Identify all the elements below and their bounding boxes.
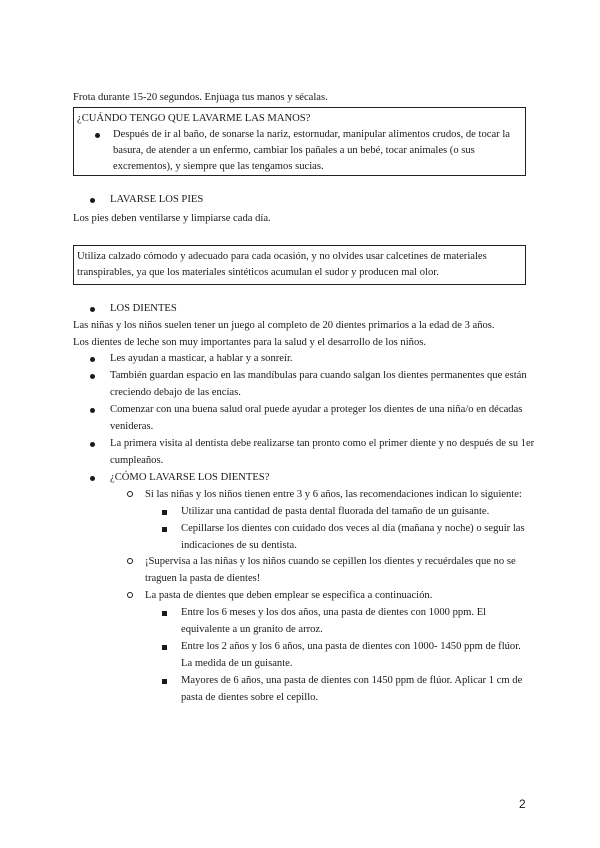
sub-sub-bullet-line: pasta de dientes sobre el cepillo. xyxy=(181,692,319,703)
sub-sub-bullet-line: La medida de un guisante. xyxy=(181,658,293,669)
teeth-bullet-line: La primera visita al dentista debe realizarse tan pronto como el primer diente y no después de su 1er xyxy=(110,438,535,449)
sub-bullet-line: ¡Supervisa a las niñas y los niños cuando se cepillen los dientes y recuérdales que no se xyxy=(145,556,516,567)
bullet-dot-icon xyxy=(90,357,95,362)
bullet-dot-icon xyxy=(90,408,95,413)
teeth-bullet-line: También guardan espacio en las mandíbulas para cuando salgan los dientes permanentes que están xyxy=(110,370,527,381)
bullet-square-icon xyxy=(162,510,167,515)
hands-item-line: excrementos), y siempre que las tengamos sucias. xyxy=(113,161,324,172)
sub-sub-bullet-line: equivalente a un granito de arroz. xyxy=(181,624,323,635)
hands-box-title: ¿CUÁNDO TENGO QUE LAVARME LAS MANOS? xyxy=(77,113,311,124)
sub-sub-bullet-line: Entre los 6 meses y los dos años, una pasta de dientes con 1000 ppm. El xyxy=(181,607,487,618)
sub-bullet-line: traguen la pasta de dientes! xyxy=(145,573,261,584)
bullet-circle-icon xyxy=(127,491,133,497)
how-to-brush-heading: ¿CÓMO LAVARSE LOS DIENTES? xyxy=(110,472,270,483)
hands-item-line: basura, de atender a un enfermo, cambiar los pañales a un bebé, tocar animales (o sus xyxy=(113,145,475,156)
sub-bullet-text: La pasta de dientes que deben emplear se especifica a continuación. xyxy=(145,590,433,601)
bullet-square-icon xyxy=(162,679,167,684)
bullet-dot-icon xyxy=(90,476,95,481)
bullet-circle-icon xyxy=(127,558,133,564)
teeth-bullet-line: Les ayudan a masticar, a hablar y a sonreír. xyxy=(110,353,293,364)
feet-box-line: Utiliza calzado cómodo y adecuado para cada ocasión, y no olvides usar calcetines de materiales xyxy=(77,251,487,262)
bullet-dot-icon xyxy=(90,307,95,312)
bullet-square-icon xyxy=(162,527,167,532)
feet-box-line: transpirables, ya que los materiales sintéticos acumulan el sudor y producen mal olor. xyxy=(77,267,439,278)
bullet-square-icon xyxy=(162,611,167,616)
intro-text: Frota durante 15-20 segundos. Enjuaga tus manos y sécalas. xyxy=(73,92,328,103)
teeth-bullet-line: cumpleaños. xyxy=(110,455,164,466)
bullet-dot-icon xyxy=(90,374,95,379)
bullet-dot-icon xyxy=(95,133,100,138)
teeth-paragraph: Los dientes de leche son muy importantes para la salud y el desarrollo de los niños. xyxy=(73,337,427,348)
bullet-circle-icon xyxy=(127,592,133,598)
feet-heading: LAVARSE LOS PIES xyxy=(110,194,204,205)
bullet-square-icon xyxy=(162,645,167,650)
sub-sub-bullet-line: Mayores de 6 años, una pasta de dientes con 1450 ppm de flúor. Aplicar 1 cm de xyxy=(181,675,523,686)
teeth-paragraph: Las niñas y los niños suelen tener un juego al completo de 20 dientes primarios a la edad de 3 años. xyxy=(73,320,495,331)
teeth-bullet-line: venideras. xyxy=(110,421,154,432)
sub-bullet-text: Si las niñas y los niños tienen entre 3 y 6 años, las recomendaciones indican lo siguiente: xyxy=(145,489,522,500)
teeth-heading: LOS DIENTES xyxy=(110,303,177,314)
sub-sub-bullet-line: Utilizar una cantidad de pasta dental fluorada del tamaño de un guisante. xyxy=(181,506,490,517)
bullet-dot-icon xyxy=(90,442,95,447)
teeth-bullet-line: Comenzar con una buena salud oral puede ayudar a proteger los dientes de una niña/o en décadas xyxy=(110,404,523,415)
bullet-dot-icon xyxy=(90,198,95,203)
sub-sub-bullet-line: indicaciones de su dentista. xyxy=(181,540,297,551)
sub-sub-bullet-line: Entre los 2 años y los 6 años, una pasta de dientes con 1000- 1450 ppm de flúor. xyxy=(181,641,521,652)
hands-item-line: Después de ir al baño, de sonarse la nariz, estornudar, manipular alimentos crudos, de tocar la xyxy=(113,129,510,140)
teeth-bullet-line: creciendo debajo de las encías. xyxy=(110,387,241,398)
feet-text: Los pies deben ventilarse y limpiarse cada día. xyxy=(73,213,271,224)
sub-sub-bullet-line: Cepillarse los dientes con cuidado dos veces al día (mañana y noche) o seguir las xyxy=(181,523,525,534)
page-number: 2 xyxy=(519,797,526,811)
